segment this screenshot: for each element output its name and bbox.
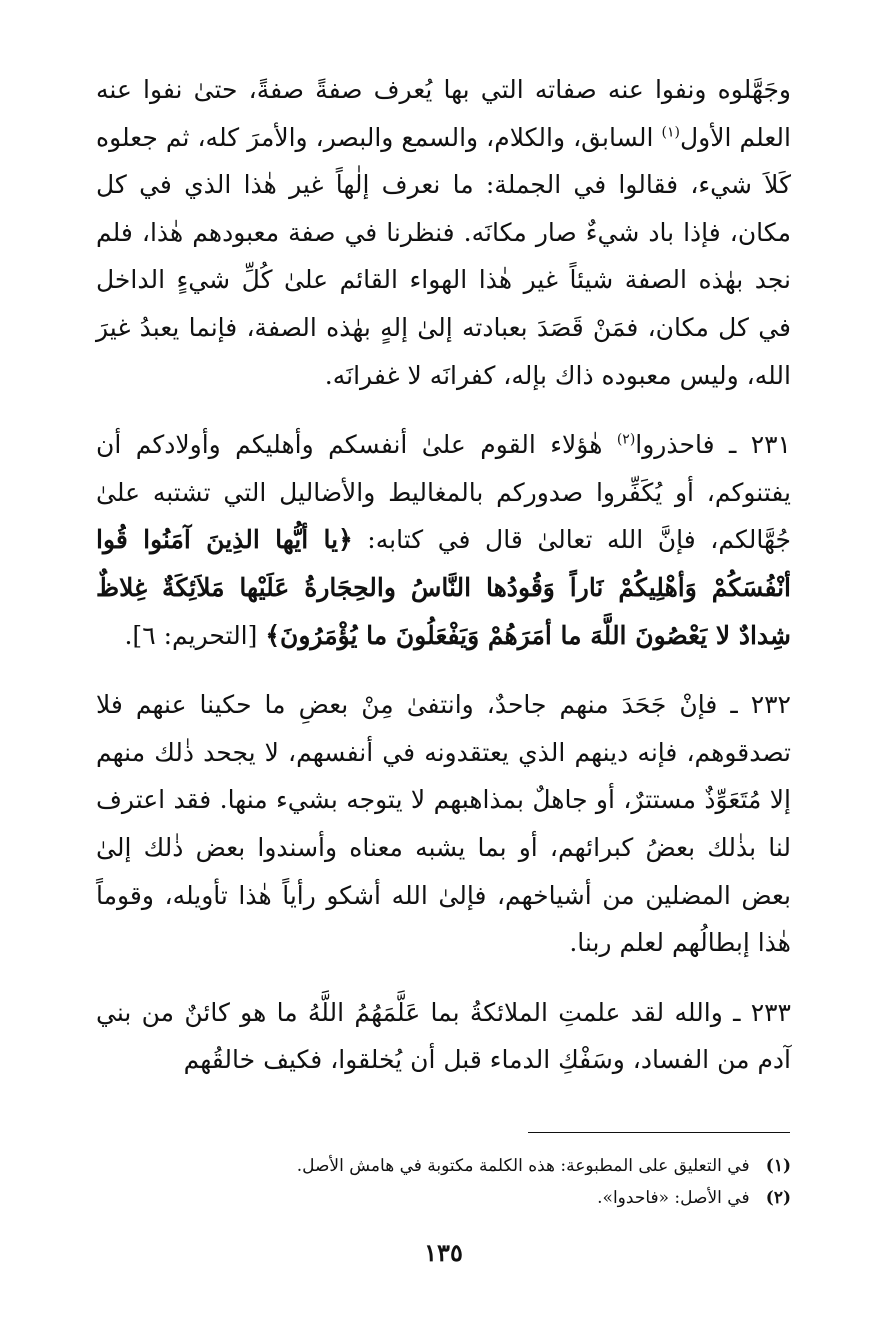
footnote-marker: (٢): [616, 431, 636, 448]
footnote-text: في التعليق على المطبوعة: هذه الكلمة مكتوبة في هامش الأصل.: [296, 1156, 750, 1176]
text-run: هٰؤلاء القوم علىٰ أنفسكم وأهليكم وأولادكم أن يفتنوكم، أو يُكَفِّروا صدوركم بالمغاليط والأضاليل التي تشتبه علىٰ جُهَّالكم، فإنَّ الله تعالىٰ قال في كتابه:: [96, 430, 791, 555]
page-number: ١٣٥: [424, 1238, 463, 1267]
main-text: [96, 66, 791, 1084]
text-run: ٢٣٢ ـ فإنْ جَحَدَ منهم جاحدٌ، وانتفىٰ مِنْ بعضِ ما حكينا عنهم فلا تصدقوهم، فإنه دينهم الذي يعتقدونه في أنفسهم، لا يجحد ذٰلك منهم إلا مُتَعَوِّذٌ مستترٌ، أو جاهلٌ بمذاهبهم لا يتوجه بشيء منها. فقد اعترف لنا بذٰلك بعضُ كبرائهم، أو بما يشبه معناه وأسندوا بعض ذٰلك إلىٰ بعض المضلين من أشياخهم، فإلىٰ الله أشكو رأياً هٰذا تأويله، وقوماً هٰذا إبطالُهم لعلم ربنا.: [96, 690, 791, 958]
footnote-2: [91, 1182, 791, 1214]
text-run: [التحريم: ٦].: [124, 620, 266, 650]
quran-verse: ﴿يا أيُّها الذِينَ آمَنُوا قُوا أنْفُسَكُمْ وَأهْلِيكُمْ نَاراً وَقُودُها النَّاسُ والحِجَارةُ عَلَيْها مَلاَئِكَةٌ غِلاظٌ شِدادٌ لا يَعْصُونَ اللَّهَ ما أمَرَهُمْ وَيَفْعَلُونَ ما يُؤْمَرُونَ﴾: [96, 525, 791, 650]
paragraph-232: [96, 681, 791, 967]
paragraph-231: [96, 421, 791, 659]
text-run: السابق، والكلام، والسمع والبصر، والأمرَ كله، ثم جعلوه كَلاَ شيء، فقالوا في الجملة: ما نعرف إلٰهاً غير هٰذا الذي في كل مكان، فإذا باد شيءٌ صار مكانَه. فنظرنا في صفة معبودهم هٰذا، فلم نجد بهٰذه الصفة شيئاً غير هٰذا الهواء القائم علىٰ كُلِّ شيءٍ الداخل في كل مكان، فمَنْ قَصَدَ بعبادته إلىٰ إلهٍ بهٰذه الصفة، فإنما يعبدُ غيرَ الله، وليس معبوده ذاك بإله، كفرانَه لا غفرانَه.: [96, 122, 791, 390]
footnote-number: (٢): [765, 1188, 791, 1208]
text-run: ٢٣٣ ـ والله لقد علمتِ الملائكةُ بما عَلَّمَهُمُ اللَّهُ ما هو كائنٌ من بني آدم من الفساد، وسَفْكِ الدماء قبل أن يُخلقوا، فكيف خالقُهم: [96, 997, 791, 1075]
footnote-text: في الأصل: «فاحدوا».: [597, 1188, 750, 1208]
text-run: وجَهَّلوه ونفوا عنه صفاته التي بها يُعرف صفةً صفةً، حتىٰ نفوا عنه العلم الأول: [96, 75, 791, 152]
footnote-1: [91, 1150, 791, 1182]
footnote-number: (١): [765, 1156, 791, 1176]
footnote-marker: (١): [661, 124, 680, 141]
footnote-separator: [528, 1132, 790, 1133]
paragraph-intro: [96, 66, 791, 399]
text-run: ٢٣١ ـ فاحذروا: [635, 430, 791, 460]
paragraph-233: [96, 989, 791, 1084]
footnotes: [91, 1150, 791, 1214]
